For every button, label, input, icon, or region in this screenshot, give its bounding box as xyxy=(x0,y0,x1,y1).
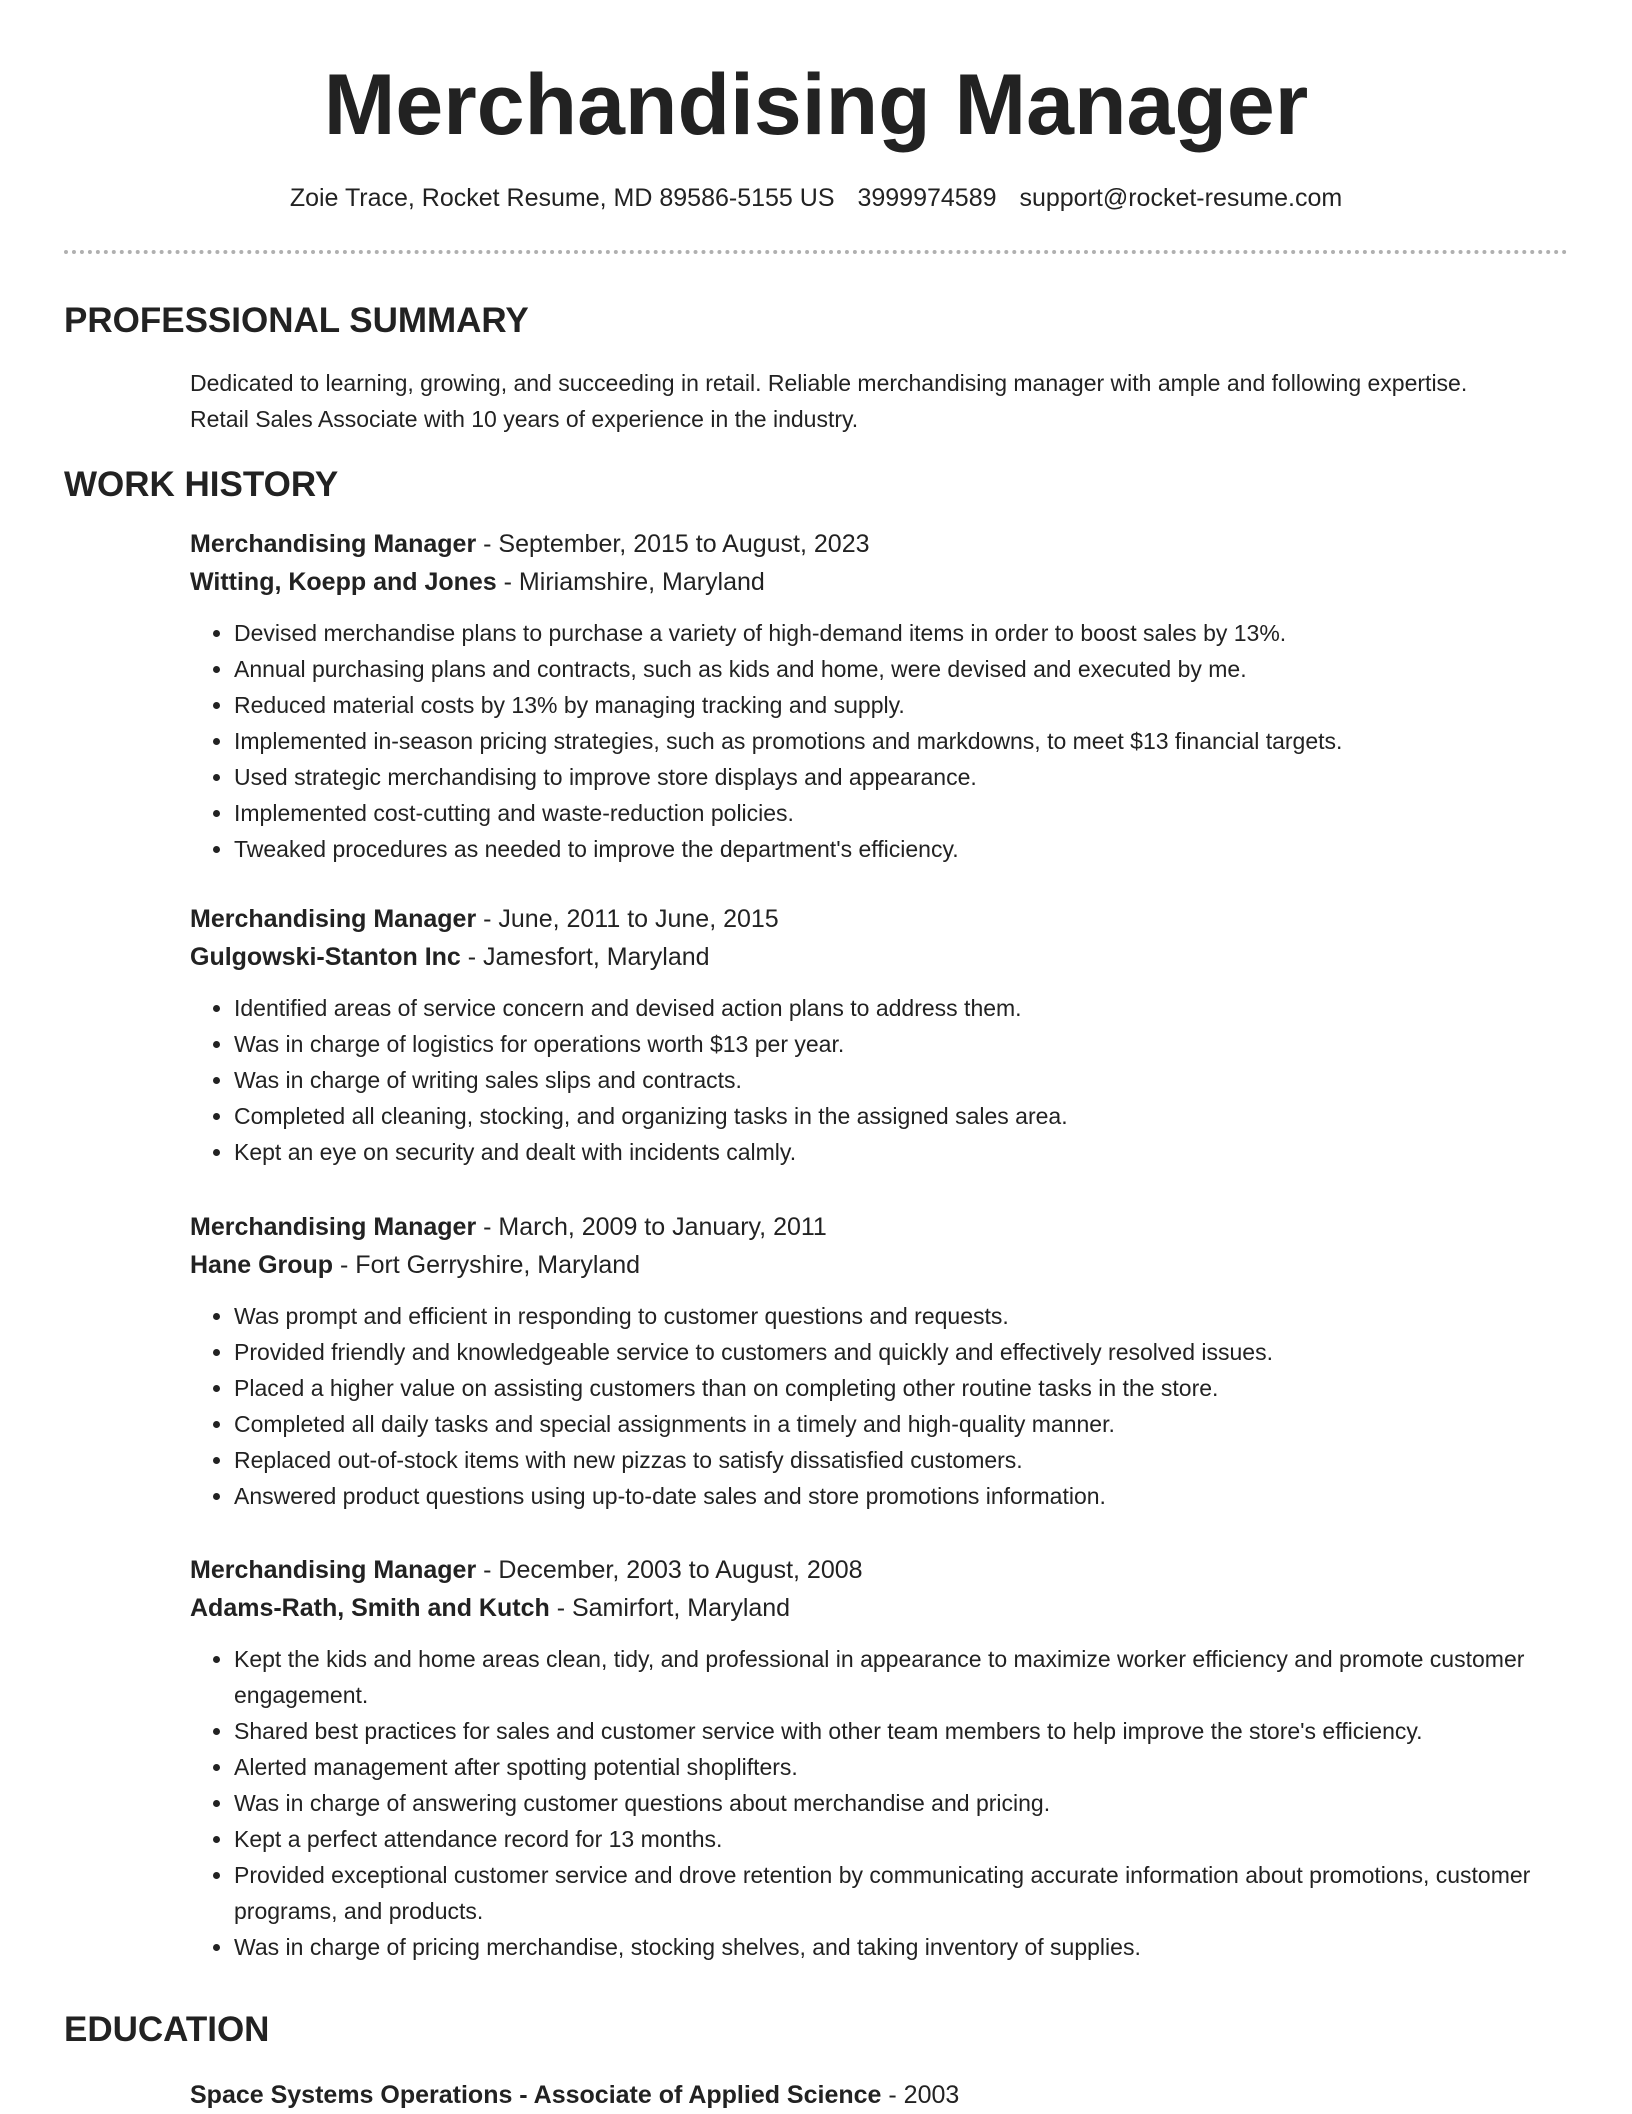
education-degree: Space Systems Operations - Associate of Applied Science xyxy=(190,2081,882,2109)
job-company-line xyxy=(190,1246,1570,1284)
job-dates: - June, 2011 to June, 2015 xyxy=(476,905,779,933)
section-heading-work-history: WORK HISTORY xyxy=(64,465,339,504)
job-bullet: • Placed a higher value on assisting customers than on completing other routine tasks in the store. xyxy=(234,1370,1570,1406)
job-bullet: • Was in charge of writing sales slips and contracts. xyxy=(234,1062,1570,1098)
job-title: Merchandising Manager xyxy=(190,1556,477,1584)
resume-title: Merchandising Manager xyxy=(323,57,1309,153)
contact-address: Zoie Trace, Rocket Resume, MD 89586-5155 US xyxy=(289,184,835,212)
education-year: - 2003 xyxy=(881,2081,960,2109)
education-entry xyxy=(190,2076,959,2114)
job-bullet: • Completed all daily tasks and special assignments in a timely and high-quality manner. xyxy=(234,1406,1570,1442)
job-location: - Samirfort, Maryland xyxy=(549,1594,791,1622)
job-bullet: • Was in charge of logistics for operations worth $13 per year. xyxy=(234,1026,1570,1062)
job-title-line xyxy=(190,1551,1570,1589)
section-heading-summary: PROFESSIONAL SUMMARY xyxy=(64,301,529,340)
job-bullet: • Used strategic merchandising to improve store displays and appearance. xyxy=(234,759,1570,795)
summary-text: Dedicated to learning, growing, and succeeding in retail. Reliable merchandising manager with ample and following expertise. Retail Sales Associate with 10 years of experience in the industry. xyxy=(190,370,1468,432)
job-bullet: • Kept a perfect attendance record for 13 months. xyxy=(234,1821,1570,1857)
job-bullet: • Tweaked procedures as needed to improve the department's efficiency. xyxy=(234,831,1570,867)
contact-line xyxy=(0,181,1632,215)
job-company: Hane Group xyxy=(190,1251,334,1279)
job-dates: - March, 2009 to January, 2011 xyxy=(476,1213,827,1241)
job-title-line xyxy=(190,900,1570,938)
job-company: Adams-Rath, Smith and Kutch xyxy=(190,1594,550,1622)
job-bullet: • Shared best practices for sales and customer service with other team members to help improve the store's efficiency. xyxy=(234,1713,1570,1749)
job-bullet: • Kept the kids and home areas clean, tidy, and professional in appearance to maximize worker efficiency and promote customer engagement. xyxy=(234,1641,1570,1713)
job-bullet: • Was prompt and efficient in responding to customer questions and requests. xyxy=(234,1298,1570,1334)
job-dates: - September, 2015 to August, 2023 xyxy=(476,530,870,558)
job-bullets xyxy=(190,990,1570,1170)
job-bullet: • Was in charge of answering customer questions about merchandise and pricing. xyxy=(234,1785,1570,1821)
job-bullet: • Devised merchandise plans to purchase a variety of high-demand items in order to boost sales by 13%. xyxy=(234,615,1570,651)
job-location: - Jamesfort, Maryland xyxy=(460,943,710,971)
job-bullet: • Provided exceptional customer service and drove retention by communicating accurate information about promotions, customer programs, and products. xyxy=(234,1857,1570,1929)
job-bullets xyxy=(190,1641,1570,1965)
job-company-line xyxy=(190,563,1570,601)
contact-email: support@rocket-resume.com xyxy=(1019,184,1343,212)
job-entry xyxy=(190,525,1570,867)
job-title: Merchandising Manager xyxy=(190,905,477,933)
job-bullet: • Answered product questions using up-to-date sales and store promotions information. xyxy=(234,1478,1570,1514)
job-bullet: • Implemented in-season pricing strategies, such as promotions and markdowns, to meet $13 financial targets. xyxy=(234,723,1570,759)
job-bullet: • Annual purchasing plans and contracts, such as kids and home, were devised and executed by me. xyxy=(234,651,1570,687)
job-company-line xyxy=(190,1589,1570,1627)
job-entry xyxy=(190,900,1570,1170)
job-bullet: • Kept an eye on security and dealt with incidents calmly. xyxy=(234,1134,1570,1170)
job-bullets xyxy=(190,615,1570,867)
header-divider xyxy=(64,250,1568,254)
job-bullet: • Implemented cost-cutting and waste-reduction policies. xyxy=(234,795,1570,831)
job-bullets xyxy=(190,1298,1570,1514)
job-entry xyxy=(190,1551,1570,1965)
job-title: Merchandising Manager xyxy=(190,530,477,558)
job-bullet: • Provided friendly and knowledgeable service to customers and quickly and effectively resolved issues. xyxy=(234,1334,1570,1370)
job-entry xyxy=(190,1208,1570,1514)
job-company: Gulgowski-Stanton Inc xyxy=(190,943,461,971)
job-title: Merchandising Manager xyxy=(190,1213,477,1241)
job-company: Witting, Koepp and Jones xyxy=(190,568,497,596)
job-title-line xyxy=(190,1208,1570,1246)
job-company-line xyxy=(190,938,1570,976)
job-bullet: • Was in charge of pricing merchandise, stocking shelves, and taking inventory of supplies. xyxy=(234,1929,1570,1965)
job-bullet: • Reduced material costs by 13% by managing tracking and supply. xyxy=(234,687,1570,723)
job-title-line xyxy=(190,525,1570,563)
job-dates: - December, 2003 to August, 2008 xyxy=(476,1556,863,1584)
section-heading-education: EDUCATION xyxy=(64,2010,270,2049)
job-location: - Miriamshire, Maryland xyxy=(496,568,765,596)
job-bullet: • Identified areas of service concern and devised action plans to address them. xyxy=(234,990,1570,1026)
job-bullet: • Replaced out-of-stock items with new pizzas to satisfy dissatisfied customers. xyxy=(234,1442,1570,1478)
job-bullet: • Alerted management after spotting potential shoplifters. xyxy=(234,1749,1570,1785)
job-bullet: • Completed all cleaning, stocking, and organizing tasks in the assigned sales area. xyxy=(234,1098,1570,1134)
job-location: - Fort Gerryshire, Maryland xyxy=(333,1251,641,1279)
contact-phone: 3999974589 xyxy=(857,184,997,212)
